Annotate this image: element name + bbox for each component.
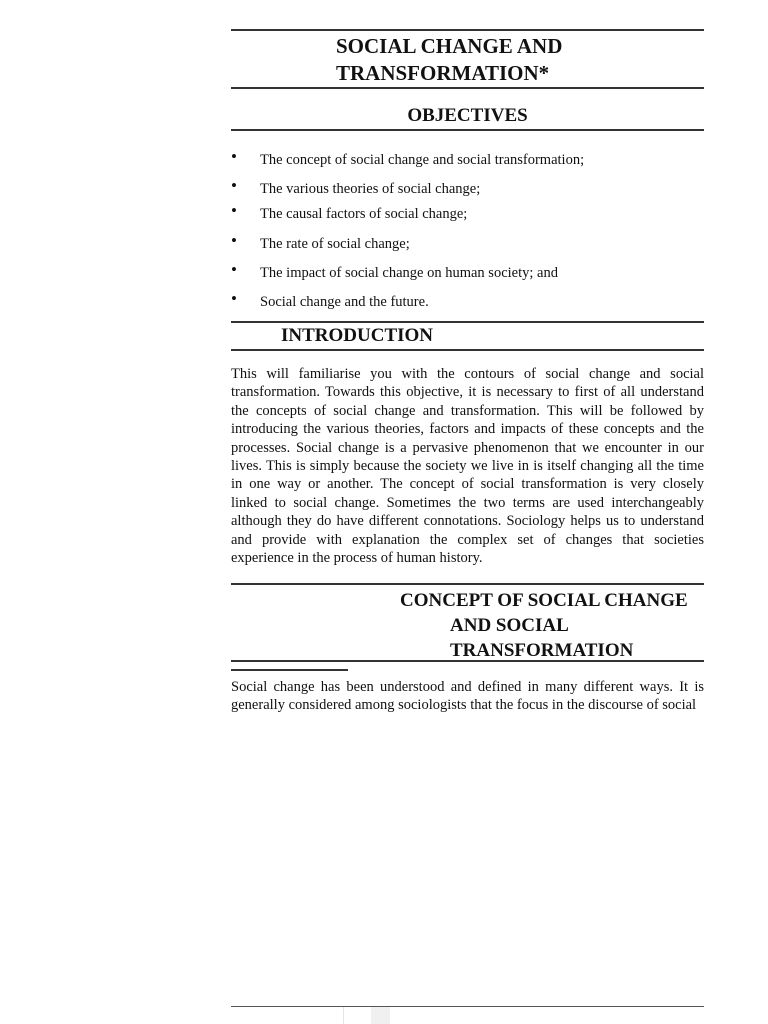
introduction-paragraph: This will familiarise you with the contours of social change and social transformation. Towards this objective, it is necessary to first of all understand the concepts of social change and transformation. This will be followed by introducing the various theories, factors and impacts of these concepts and the processes. Social change is a pervasive phenomenon that we encounter in our lives. This is simply because the society we live in is itself changing all the time in one way or another. The concept of social transformation is very closely linked to social change. Sometimes the two terms are used interchangeably although they do have different connotations. Sociology helps us to understand and provide with explanation the complex set of changes that societies experience in the process of human history. (231, 366, 704, 567)
chapter-title-line-1: SOCIAL CHANGE AND (336, 34, 563, 58)
bullet-icon: • (231, 260, 237, 279)
concept-heading (400, 588, 710, 663)
concept-paragraph: Social change has been understood and defined in many different ways. It is generally considered among sociologists that the focus in the discourse of social (231, 679, 704, 714)
introduction-bottom-rule (231, 349, 704, 351)
bullet-icon: • (231, 231, 237, 250)
concept-top-rule (231, 583, 704, 585)
chapter-title (336, 33, 696, 87)
chapter-title-line-2: TRANSFORMATION* (336, 61, 550, 85)
list-item-text: The rate of social change; (260, 236, 410, 252)
objectives-rule (231, 129, 704, 131)
footer-mark (343, 1007, 344, 1024)
bullet-icon: • (231, 201, 237, 220)
concept-short-rule (231, 669, 348, 671)
list-item-text: The concept of social change and social transformation; (260, 152, 585, 168)
list-item-text: The various theories of social change; (260, 181, 481, 197)
list-item-text: The causal factors of social change; (260, 206, 468, 222)
list-item-text: The impact of social change on human society; and (260, 265, 558, 281)
introduction-heading: INTRODUCTION (281, 325, 434, 346)
introduction-top-rule (231, 321, 704, 323)
bullet-icon: • (231, 147, 237, 166)
bullet-icon: • (231, 289, 237, 308)
objectives-heading: OBJECTIVES (407, 105, 528, 126)
list-item-text: Social change and the future. (260, 294, 429, 310)
concept-bottom-rule (231, 660, 704, 662)
concept-heading-line-2: AND SOCIAL (450, 615, 569, 636)
concept-heading-line-3: TRANSFORMATION (450, 640, 634, 661)
title-bottom-rule (231, 87, 704, 89)
bullet-icon: • (231, 176, 237, 195)
page-footer-rule (231, 1006, 704, 1007)
title-top-rule (231, 29, 704, 31)
concept-heading-line-1: CONCEPT OF SOCIAL CHANGE (400, 590, 688, 611)
footer-mark (371, 1007, 390, 1024)
